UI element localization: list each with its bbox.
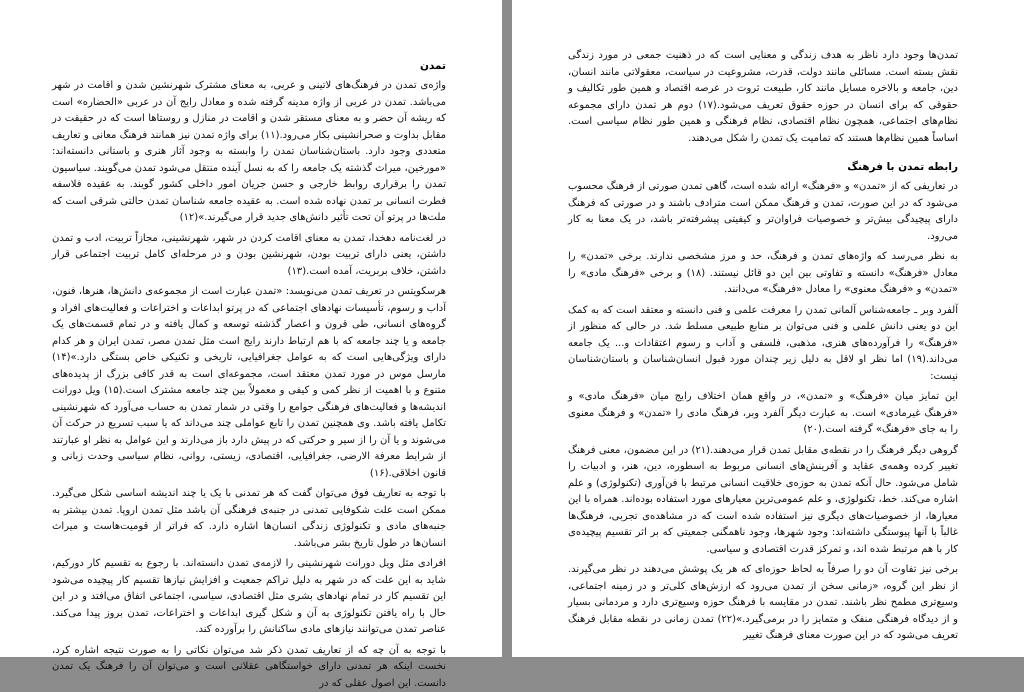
paragraph: واژه‌ی تمدن در فرهنگ‌های لاتینی و عربی، به معنای مشترک شهرنشین شدن و اقامت در شهر می‌باشد. تمدن در عربی از واژه مدینه گرفته شده و معادل رایج آن در عربی «الحضاره» است که ریشه آن حضر و به معنای مستقر شدن و اقامت در منازل و روستاها است که در حقیقت در مقابل بداوت و صحرانشینی بکار می‌رود.(۱۱) برای واژه تمدن نیز همانند فرهنگ معانی و تعاریف متعددی وجود دارد. باستان‌شناسان تمدن را وابسته به وجود آثار هنری و باستانی دانسته‌اند: «مورخین، میراث گذشته یک جامعه را که به نسل آینده منتقل می‌شود تمدن می‌گویند. سیاسیون تمدن را برقراری روابط خارجی و حسن جریان امور داخلی کشور گویند. به عقیده فلاسفه فطرت انسانی بر تمدن نهاده شده است. به عقیده جامعه شناسان تمدن حالتی شرقی است که ملت‌ها در پرتو آن تحت تأثیر دانش‌های جدید قرار می‌گیرند.»(۱۲) (52, 78, 446, 227)
paragraph: گروهی دیگر فرهنگ را در نقطه‌ی مقابل تمدن قرار می‌دهند.(۲۱) در این مضمون، معنی فرهنگ تغییر کرده وهمه‌ی عقاید و آفرینش‌های انسانی مربوط به اسطوره، دین، هنر، و ادبیات را شامل می‌شود. حال آنکه تمدن به حوزه‌ی خلاقیت انسانی مرتبط با فن‌آوری (تکنولوژی) و علم اشاره می‌کند. خط، تکنولوژی، و علم عمومی‌ترین معیارهای مورد استفاده بوده‌اند. همراه با این معیارها، از خصوصیات‌های دیگری نیز استفاده شده است که در مشاهده‌ی تجربی، فرهنگ‌ها غالباً با آنها پیوستگی داشته‌اند: وجود شهرها، وجود ناهمگنی جمعیتی که بر اثر تقسیم پیچیده‌ی کار با هم مرتبط شده اند، و تمرکز قدرت اقتصادی و سیاسی. (568, 443, 958, 559)
paragraph: با توجه به تعاریف فوق می‌توان گفت که هر تمدنی با یک یا چند اندیشه اساسی شکل می‌گیرد. ممکن است علت شکوفایی تمدنی در جنبه‌ی فرهنگی آن باشد مثل تمدن اروپا. تمدن بیشتر به جنبه‌های مادی و تکنولوژی زندگی انسان‌ها اشاره دارد. که فراتر از قومیت‌هاست و میراث انسان‌ها در طول تاریخ بشر می‌باشد. (52, 486, 446, 552)
paragraph: برخی نیز تفاوت آن دو را صرفاً به لحاظ حوزه‌ای که هر یک پوشش می‌دهند در نظر می‌گیرند. از نظر این گروه، «زمانی سخن از تمدن می‌رود که ارزش‌های کلی‌تر و در زمینه اجتماعی، وسیع‌تری مطمح نظر باشند. تمدن در مقایسه با فرهنگ حوزه وسیع‌تری دارد و مردمانی بسیار و از دیدگاه فرهنگی منفک و متمایز را در برمی‌گیرد.»(۲۲) تمدن زمانی در نقطه مقابل فرهنگ تعریف می‌شود که در این صورت معنای فرهنگ تغییر (568, 562, 958, 645)
right-page-intro (568, 48, 958, 147)
paragraph: به نظر می‌رسد که واژه‌های تمدن و فرهنگ، حد و مرز مشخصی ندارند. برخی «تمدن» را معادل «فرهنگ» دانسته و تفاوتی بین این دو قائل نیستند. (۱۸) و برخی «فرهنگ مادی» را «تمدن» و «فرهنگ معنوی» را معادل «فرهنگ» می‌دانند. (568, 249, 958, 299)
paragraph: در تعاریفی که از «تمدن» و «فرهنگ» ارائه شده است، گاهی تمدن صورتی از فرهنگ محسوب می‌شود که در این صورت، تمدن و فرهنگ ممکن است مترادف باشند و در صورتی که فرهنگ دارای پیچیدگی بیش‌تر و خصوصیات فراوان‌تر و کیفیتی پیشرفته‌تر باشد، در یک معنا به کار می‌رود. (568, 179, 958, 245)
paragraph: در لغت‌نامه دهخدا، تمدن به معنای اقامت کردن در شهر، شهرنشینی، مجازاً تربیت، ادب و تمدن داشتن، یعنی دارای تربیت بودن، شهرنشین بودن و در مرحله‌ای کامل تربیت اجتماعی قرار داشتن، خلاف بربریت، آمده است.(۱۳) (52, 231, 446, 281)
paragraph: با توجه به آن چه که از تعاریف تمدن ذکر شد می‌توان نکاتی را به صورت نتیجه اشاره کرد، نخست اینکه هر تمدنی دارای خواستگاهی عقلانی است و می‌توان آن را فرهنگ یک تمدن دانست. این اصول عقلی که در (52, 643, 446, 692)
paragraph: افرادی مثل ویل دورانت شهرنشینی را لازمه‌ی تمدن دانسته‌اند. با رجوع به تقسیم کار دورکیم، شاید به این علت که در شهر به دلیل تراکم جمعیت و افزایش نیازها تقسیم کار پیچیده می‌شود این تقسیم کار در تمام نهادهای بشری مثل اقتصادی، سیاسی، اجتماعی اتفاق می‌افتد و در این حال با راه یافتن تکنولوژی به آن و شکل گیری ابداعات و اختراعات، تمدن بروز پیدا می‌کند. عناصر تمدن می‌توانند نیازهای مادی ساکنانش را برآورده کند. (52, 556, 446, 639)
right-page (512, 0, 1024, 657)
left-page (0, 0, 502, 657)
paragraph: هرسکویتس در تعریف تمدن می‌نویسد: «تمدن عبارت است از مجموعه‌ی دانش‌ها، هنرها، فنون، آداب و رسوم، تأسیسات نهادهای اجتماعی که در پرتو ابداعات و اختراعات و فعالیت‌های افراد و گروه‌های انسانی، طی قرون و اعصار گذشته توسعه و کمال یافته و در تمام قسمت‌های یک جامعه و یا چند جامعه که با هم ارتباط دارند رایج است مثل تمدن مصر، تمدن ایران و هر کدام دارای ویژگی‌هایی است که به عوامل جغرافیایی، تاریخی و تکنیکی خاص بستگی دارد.»(۱۴) مارسل موس در مورد تمدن معتقد است، مجموعه‌ای است به قدر کافی بزرگ از پدیده‌های متنوع و با اهمیت از نظر کمی و کیفی و معمولاً بین چند جامعه مشترک است.(۱۵) ویل دورانت اندیشه‌ها و فعالیت‌های فرهنگی جوامع را وقتی در شمار تمدن به حساب می‌آورد که شهرنشینی تکامل یافته باشد. وی همچنین تمدن را تابع عواملی چند می‌داند که یا سبب تسریع در حرکت آن می‌شوند و یا آن را از سیر و حرکتی که در پیش دارد باز می‌دارند و این عوامل به نظر او عبارتند از شرایط معرفة الارضی، جغرافیایی، اقتصادی، زیستی، روانی، نظام سیاسی وحدت زبانی و قانون اخلاقی.(۱۶) (52, 284, 446, 482)
left-page-body (52, 78, 446, 692)
paragraph: این تمایز میان «فرهنگ» و «تمدن»، در واقع همان اختلاف رایج میان «فرهنگ مادی» و «فرهنگ غیرمادی» است. به عبارت دیگر آلفرد وبر، فرهنگ مادی را «تمدن» و فرهنگ معنوی را به جای «فرهنگ» گرفته است.(۲۰) (568, 389, 958, 439)
section-heading-tamaddon: تمدن (52, 58, 446, 74)
right-page-body (568, 179, 958, 645)
section-heading-culture-relation: رابطه تمدن با فرهنگ (568, 159, 958, 175)
paragraph: آلفرد وبر ـ جامعه‌شناس آلمانی تمدن را معرفت علمی و فنی دانسته و معتقد است که به کمک این دو یعنی دانش علمی و فنی می‌توان بر منابع طبیعی مسلط شد. در حالی که منظور از «فرهنگ» را فرآورده‌های هنری، مذهبی، فلسفی و آداب و رسوم اعتقادات و... یک جامعه می‌داند.(۱۹) اما نظر او لاقل به دلیل زیر چندان مورد قبول انسان‌شناسان و باستان‌شناسان نیست: (568, 303, 958, 386)
paragraph: تمدن‌ها وجود دارد ناظر به هدف زندگی و معنایی است که در ذهنیت جمعی در مورد زندگی نقش بسته است. مسائلی مانند دولت، قدرت، مشروعیت در سیاست، معقولاتی مانند انسان، دین، جامعه و بالاخره مسایل مانند کار، طبیعت ثروت در عرصه اقتصاد و همین طور تکالیف و حقوقی که برای انسان در حوزه حقوق تعریف می‌شود.(۱۷) دوم هر تمدن دارای مجموعه نظام‌های اجتماعی، همچون نظام اقتصادی، نظام فرهنگی و همین طور نظام سیاسی است. اساساً همین نظام‌ها هستند که تمامیت یک تمدن را شکل می‌دهند. (568, 48, 958, 147)
